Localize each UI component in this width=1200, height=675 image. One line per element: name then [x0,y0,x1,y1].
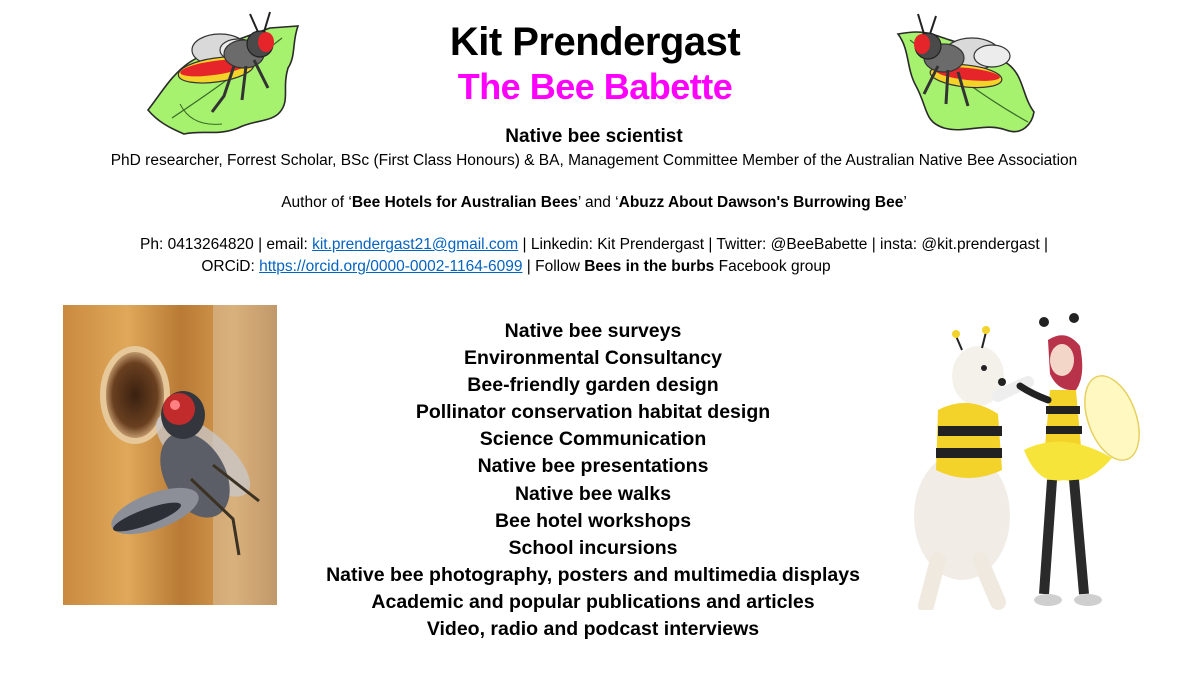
service-item: Bee-friendly garden design [467,374,719,397]
book-title-abuzz: Abuzz About Dawson's Burrowing Bee [618,194,904,211]
bee-logo-right [888,10,1038,140]
follow-prefix: | Follow [522,258,585,275]
orcid-label: ORCiD: [201,258,260,275]
service-item: Academic and popular publications and articles [371,590,815,613]
role-heading: Native bee scientist [505,126,683,147]
orcid-line [0,258,1032,276]
page-subtitle: The Bee Babette [457,66,733,107]
author-middle: ’ and ‘ [577,194,619,211]
email-link[interactable]: kit.prendergast21@gmail.com [312,236,519,253]
follow-suffix: Facebook group [714,258,831,275]
service-item: Native bee walks [514,482,672,505]
service-item: Bee hotel workshops [494,509,692,532]
author-line [0,194,1188,212]
service-item: Environmental Consultancy [464,347,722,370]
service-item: Pollinator conservation habitat design [415,401,771,424]
bee-photo [63,305,277,605]
service-item: Native bee surveys [504,320,682,342]
contact-line [0,236,1188,254]
services-list [293,318,893,643]
orcid-link[interactable]: https://orcid.org/0000-0002-1164-6099 [259,258,523,275]
service-item: Native bee photography, posters and multimedia displays [326,563,860,586]
service-item: Video, radio and podcast interviews [426,618,760,641]
page-title: Kit Prendergast [449,20,741,64]
credentials-text: PhD researcher, Forrest Scholar, BSc (First Class Honours) & BA, Management Committee Member of the Australian Native Bee Association [110,152,1078,169]
book-title-bee-hotels: Bee Hotels for Australian Bees [351,194,578,211]
phone-text: Ph: 0413264820 | email: [140,236,313,253]
service-item: Science Communication [479,428,707,451]
socials-text: | Linkedin: Kit Prendergast | Twitter: @BeeBabette | insta: @kit.prendergast | [518,236,1048,253]
facebook-group-name: Bees in the burbs [584,258,715,275]
costume-photo [898,310,1148,610]
bee-logo-left [142,8,302,138]
author-suffix: ’ [903,194,907,211]
author-prefix: Author of ‘ [281,194,352,211]
service-item: Native bee presentations [477,455,709,478]
service-item: School incursions [508,536,678,559]
